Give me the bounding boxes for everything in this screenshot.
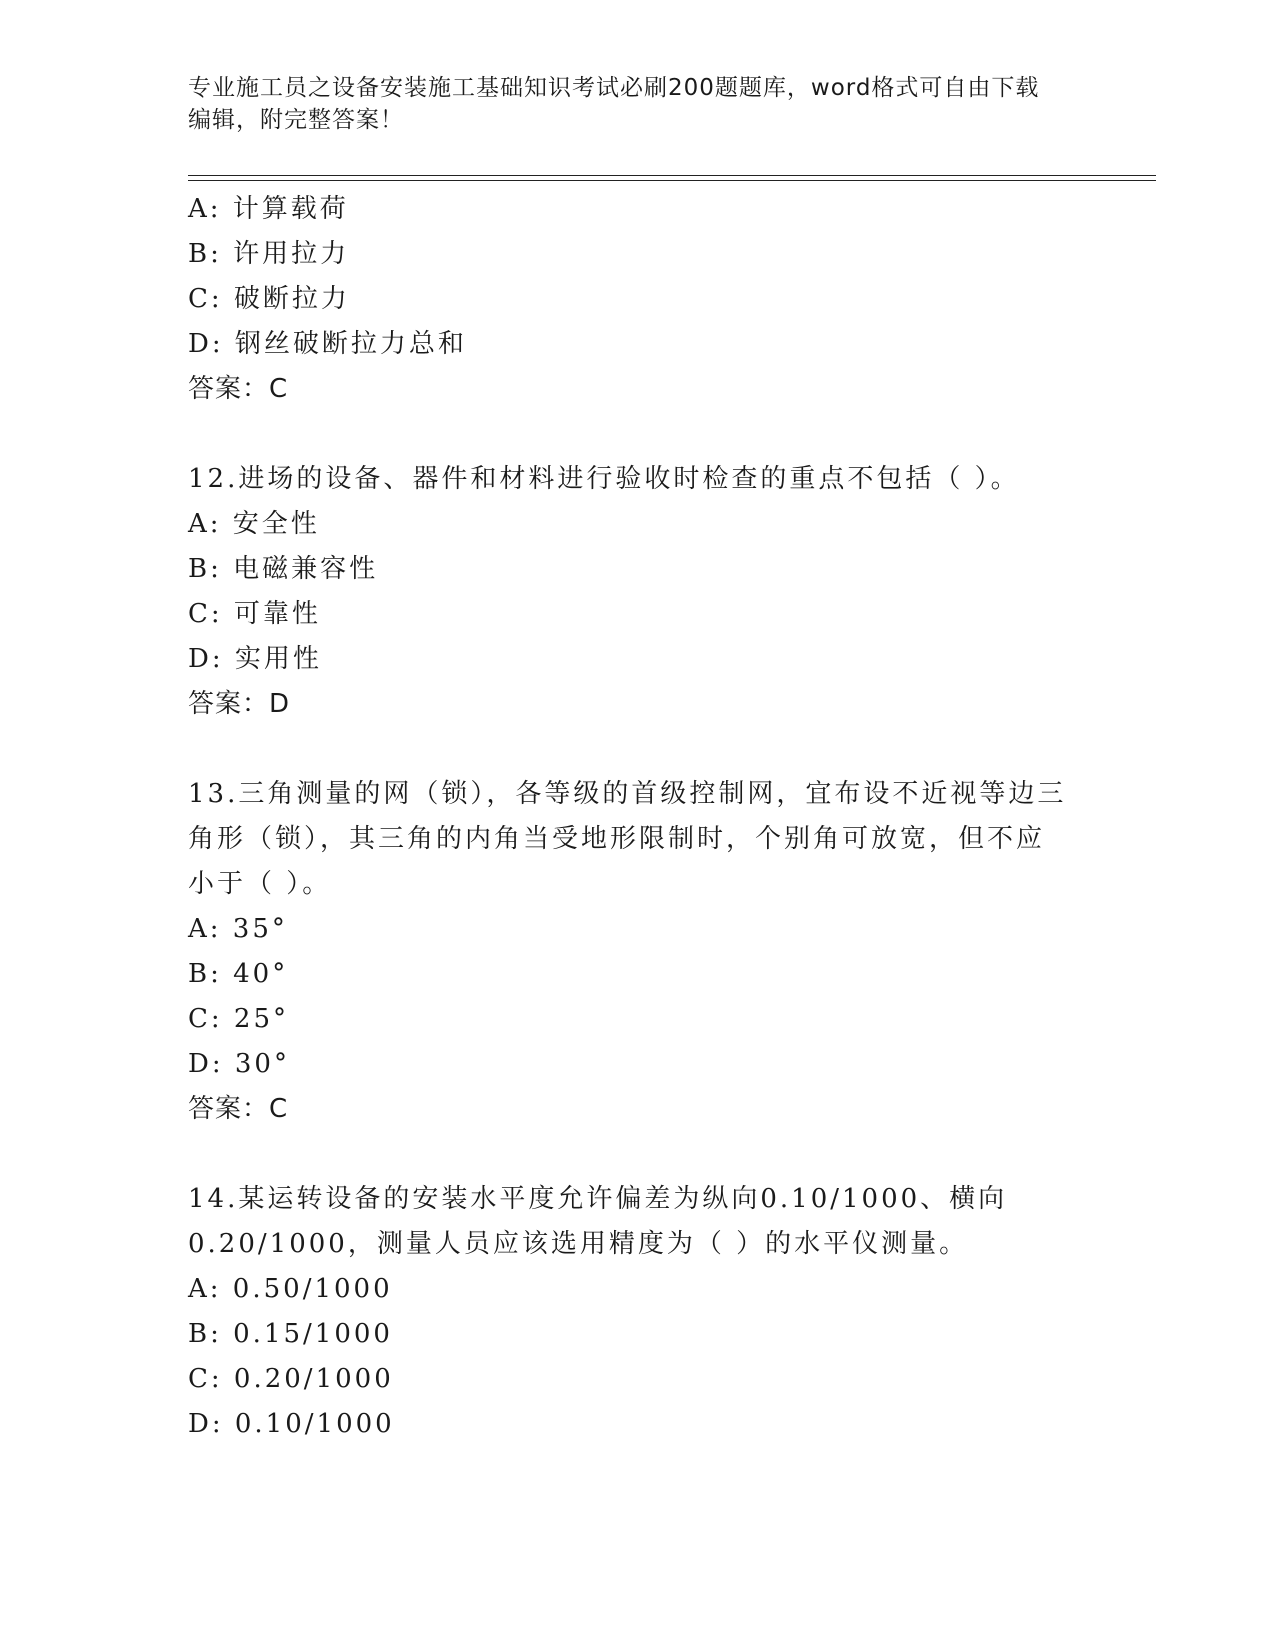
q13-option-c: C: 25°	[188, 1004, 290, 1034]
document-title-line-2: 编辑，附完整答案！	[188, 107, 404, 133]
q13-option-b: B: 40°	[188, 959, 289, 989]
q11-answer: 答案：C	[188, 374, 289, 404]
q13-option-a: A: 35°	[188, 914, 288, 944]
header-divider-bottom	[188, 180, 1156, 181]
q12-option-d: D: 实用性	[188, 644, 322, 674]
q11-option-d: D: 钢丝破断拉力总和	[188, 329, 467, 359]
q13-stem-line-3: 小于（ ）。	[188, 869, 332, 899]
q14-option-c: C: 0.20/1000	[188, 1364, 394, 1394]
q12-option-b: B: 电磁兼容性	[188, 554, 379, 584]
q13-option-d: D: 30°	[188, 1049, 290, 1079]
q12-option-a: A: 安全性	[188, 509, 320, 539]
q13-answer: 答案：C	[188, 1094, 289, 1124]
q13-stem-line-1: 13.三角测量的网（锁），各等级的首级控制网，宜布设不近视等边三	[188, 779, 1067, 809]
q12-stem: 12.进场的设备、器件和材料进行验收时检查的重点不包括（ ）。	[188, 464, 1020, 494]
q13-stem-line-2: 角形（锁），其三角的内角当受地形限制时，个别角可放宽，但不应	[188, 824, 1046, 854]
q11-option-b: B: 许用拉力	[188, 239, 350, 269]
q14-option-d: D: 0.10/1000	[188, 1409, 395, 1439]
q11-option-a: A: 计算载荷	[188, 194, 349, 224]
q12-answer: 答案：D	[188, 689, 291, 719]
q14-option-b: B: 0.15/1000	[188, 1319, 393, 1349]
document-title-line-1: 专业施工员之设备安装施工基础知识考试必刷200题题库，word格式可自由下载	[188, 75, 1040, 101]
q14-option-a: A: 0.50/1000	[188, 1274, 393, 1304]
header-divider-top	[188, 175, 1156, 176]
q11-option-c: C: 破断拉力	[188, 284, 350, 314]
q14-stem-line-2: 0.20/1000，测量人员应该选用精度为（ ）的水平仪测量。	[188, 1229, 969, 1259]
q12-option-c: C: 可靠性	[188, 599, 321, 629]
q14-stem-line-1: 14.某运转设备的安装水平度允许偏差为纵向0.10/1000、横向	[188, 1184, 1008, 1214]
